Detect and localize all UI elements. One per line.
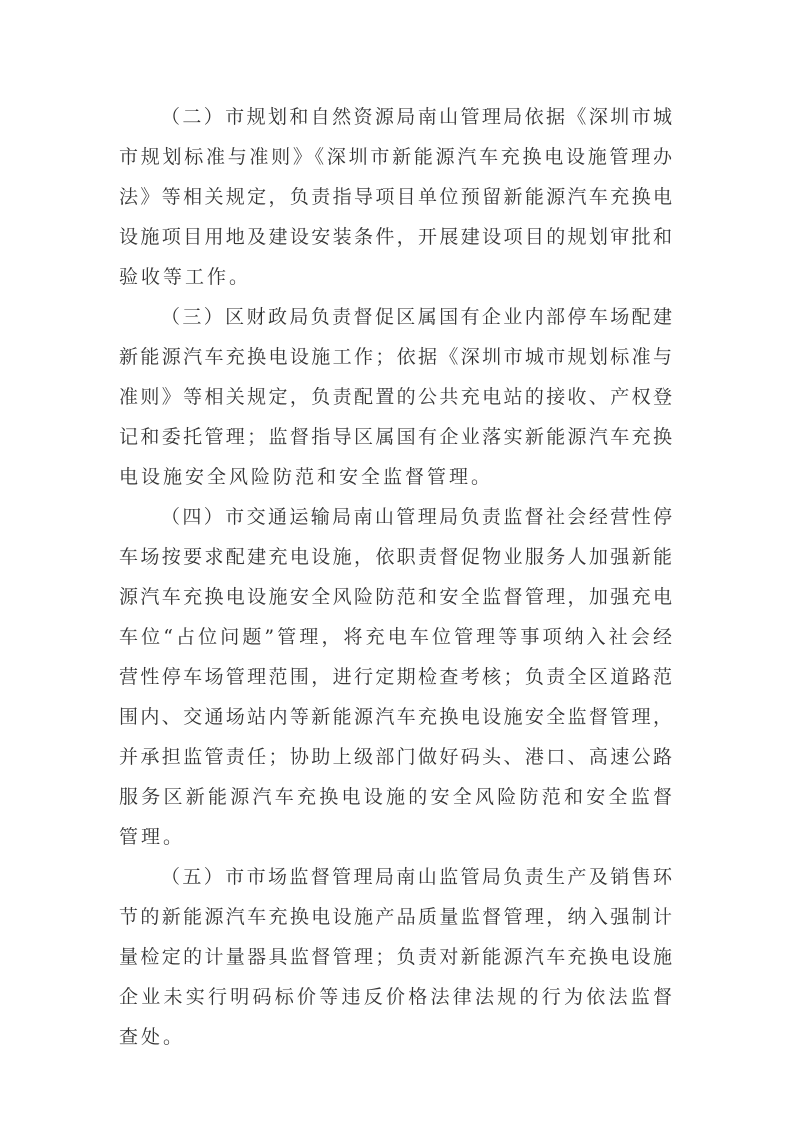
text-line: （五）市市场监督管理局南山监管局负责生产及销售环: [161, 866, 672, 888]
text-line: （二）市规划和自然资源局南山管理局依据《深圳市城: [161, 106, 672, 128]
text-line: （四）市交通运输局南山管理局负责监督社会经营性停: [161, 506, 672, 528]
paragraph: [119, 297, 672, 497]
text-line: 市规划标准与准则》《深圳市新能源汽车充换电设施管理办: [119, 146, 672, 168]
text-line: 量检定的计量器具监督管理；负责对新能源汽车充换电设施: [119, 946, 672, 968]
text-line: 准则》等相关规定，负责配置的公共充电站的接收、产权登: [119, 386, 672, 408]
text-line: 车位“占位问题”管理，将充电车位管理等事项纳入社会经: [119, 626, 672, 648]
text-line: 记和委托管理；监督指导区属国有企业落实新能源汽车充换: [119, 426, 672, 448]
text-line: 节的新能源汽车充换电设施产品质量监督管理，纳入强制计: [119, 906, 672, 928]
text-line: 法》等相关规定，负责指导项目单位预留新能源汽车充换电: [119, 186, 672, 208]
text-line: 电设施安全风险防范和安全监督管理。: [119, 466, 494, 488]
paragraph: [119, 497, 672, 857]
text-line: 并承担监管责任；协助上级部门做好码头、港口、高速公路: [119, 746, 672, 768]
text-line: 企业未实行明码标价等违反价格法律法规的行为依法监督: [119, 986, 672, 1008]
document-page: [119, 97, 672, 1057]
text-line: 服务区新能源汽车充换电设施的安全风险防范和安全监督: [119, 786, 672, 808]
text-line: 设施项目用地及建设安装条件，开展建设项目的规划审批和: [119, 226, 672, 248]
text-line: 查处。: [119, 1026, 186, 1048]
paragraph: [119, 97, 672, 297]
text-line: 车场按要求配建充电设施，依职责督促物业服务人加强新能: [119, 546, 672, 568]
text-line: 围内、交通场站内等新能源汽车充换电设施安全监督管理，: [119, 706, 672, 728]
text-line: 营性停车场管理范围，进行定期检查考核；负责全区道路范: [119, 666, 672, 688]
text-line: 源汽车充换电设施安全风险防范和安全监督管理，加强充电: [119, 586, 672, 608]
text-line: 验收等工作。: [119, 266, 252, 288]
text-line: （三）区财政局负责督促区属国有企业内部停车场配建: [161, 306, 672, 328]
paragraph: [119, 857, 672, 1057]
text-line: 管理。: [119, 826, 186, 848]
text-line: 新能源汽车充换电设施工作；依据《深圳市城市规划标准与: [119, 346, 672, 368]
